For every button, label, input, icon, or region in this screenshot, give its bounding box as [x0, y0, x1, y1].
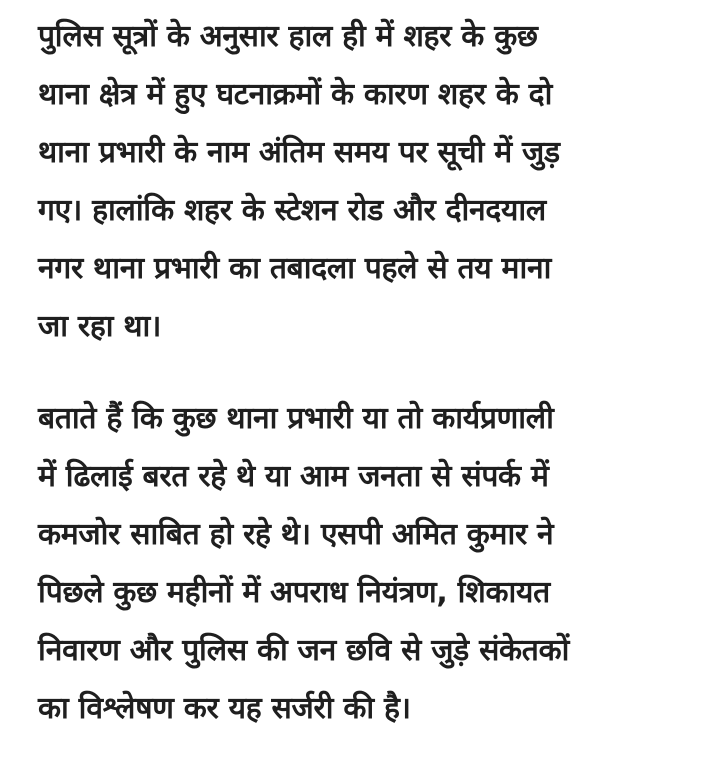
paragraph-line: बताते हैं कि कुछ थाना प्रभारी या तो कार्यप्रणाली — [38, 401, 554, 436]
article-body — [38, 0, 698, 738]
paragraph-line: का विश्लेषण कर यह सर्जरी की है। — [38, 691, 411, 726]
paragraph-line: निवारण और पुलिस की जन छवि से जुड़े संकेतकों — [38, 633, 570, 668]
paragraph-2 — [38, 390, 698, 738]
paragraph-line: नगर थाना प्रभारी का तबादला पहले से तय माना — [38, 251, 552, 286]
paragraph-line: जा रहा था। — [38, 309, 162, 344]
paragraph-line: कमजोर साबित हो रहे थे। एसपी अमित कुमार ने — [38, 517, 554, 552]
paragraph-line: पुलिस सूत्रों के अनुसार हाल ही में शहर के कुछ — [38, 19, 538, 54]
paragraph-1 — [38, 0, 698, 356]
paragraph-line: थाना क्षेत्र में हुए घटनाक्रमों के कारण शहर के दो — [38, 77, 553, 112]
paragraph-line: थाना प्रभारी के नाम अंतिम समय पर सूची में जुड़ — [38, 135, 560, 170]
paragraph-line: में ढिलाई बरत रहे थे या आम जनता से संपर्क में — [38, 459, 549, 494]
paragraph-line: पिछले कुछ महीनों में अपराध नियंत्रण, शिकायत — [38, 575, 550, 610]
paragraph-line: गए। हालांकि शहर के स्टेशन रोड और दीनदयाल — [38, 193, 546, 228]
